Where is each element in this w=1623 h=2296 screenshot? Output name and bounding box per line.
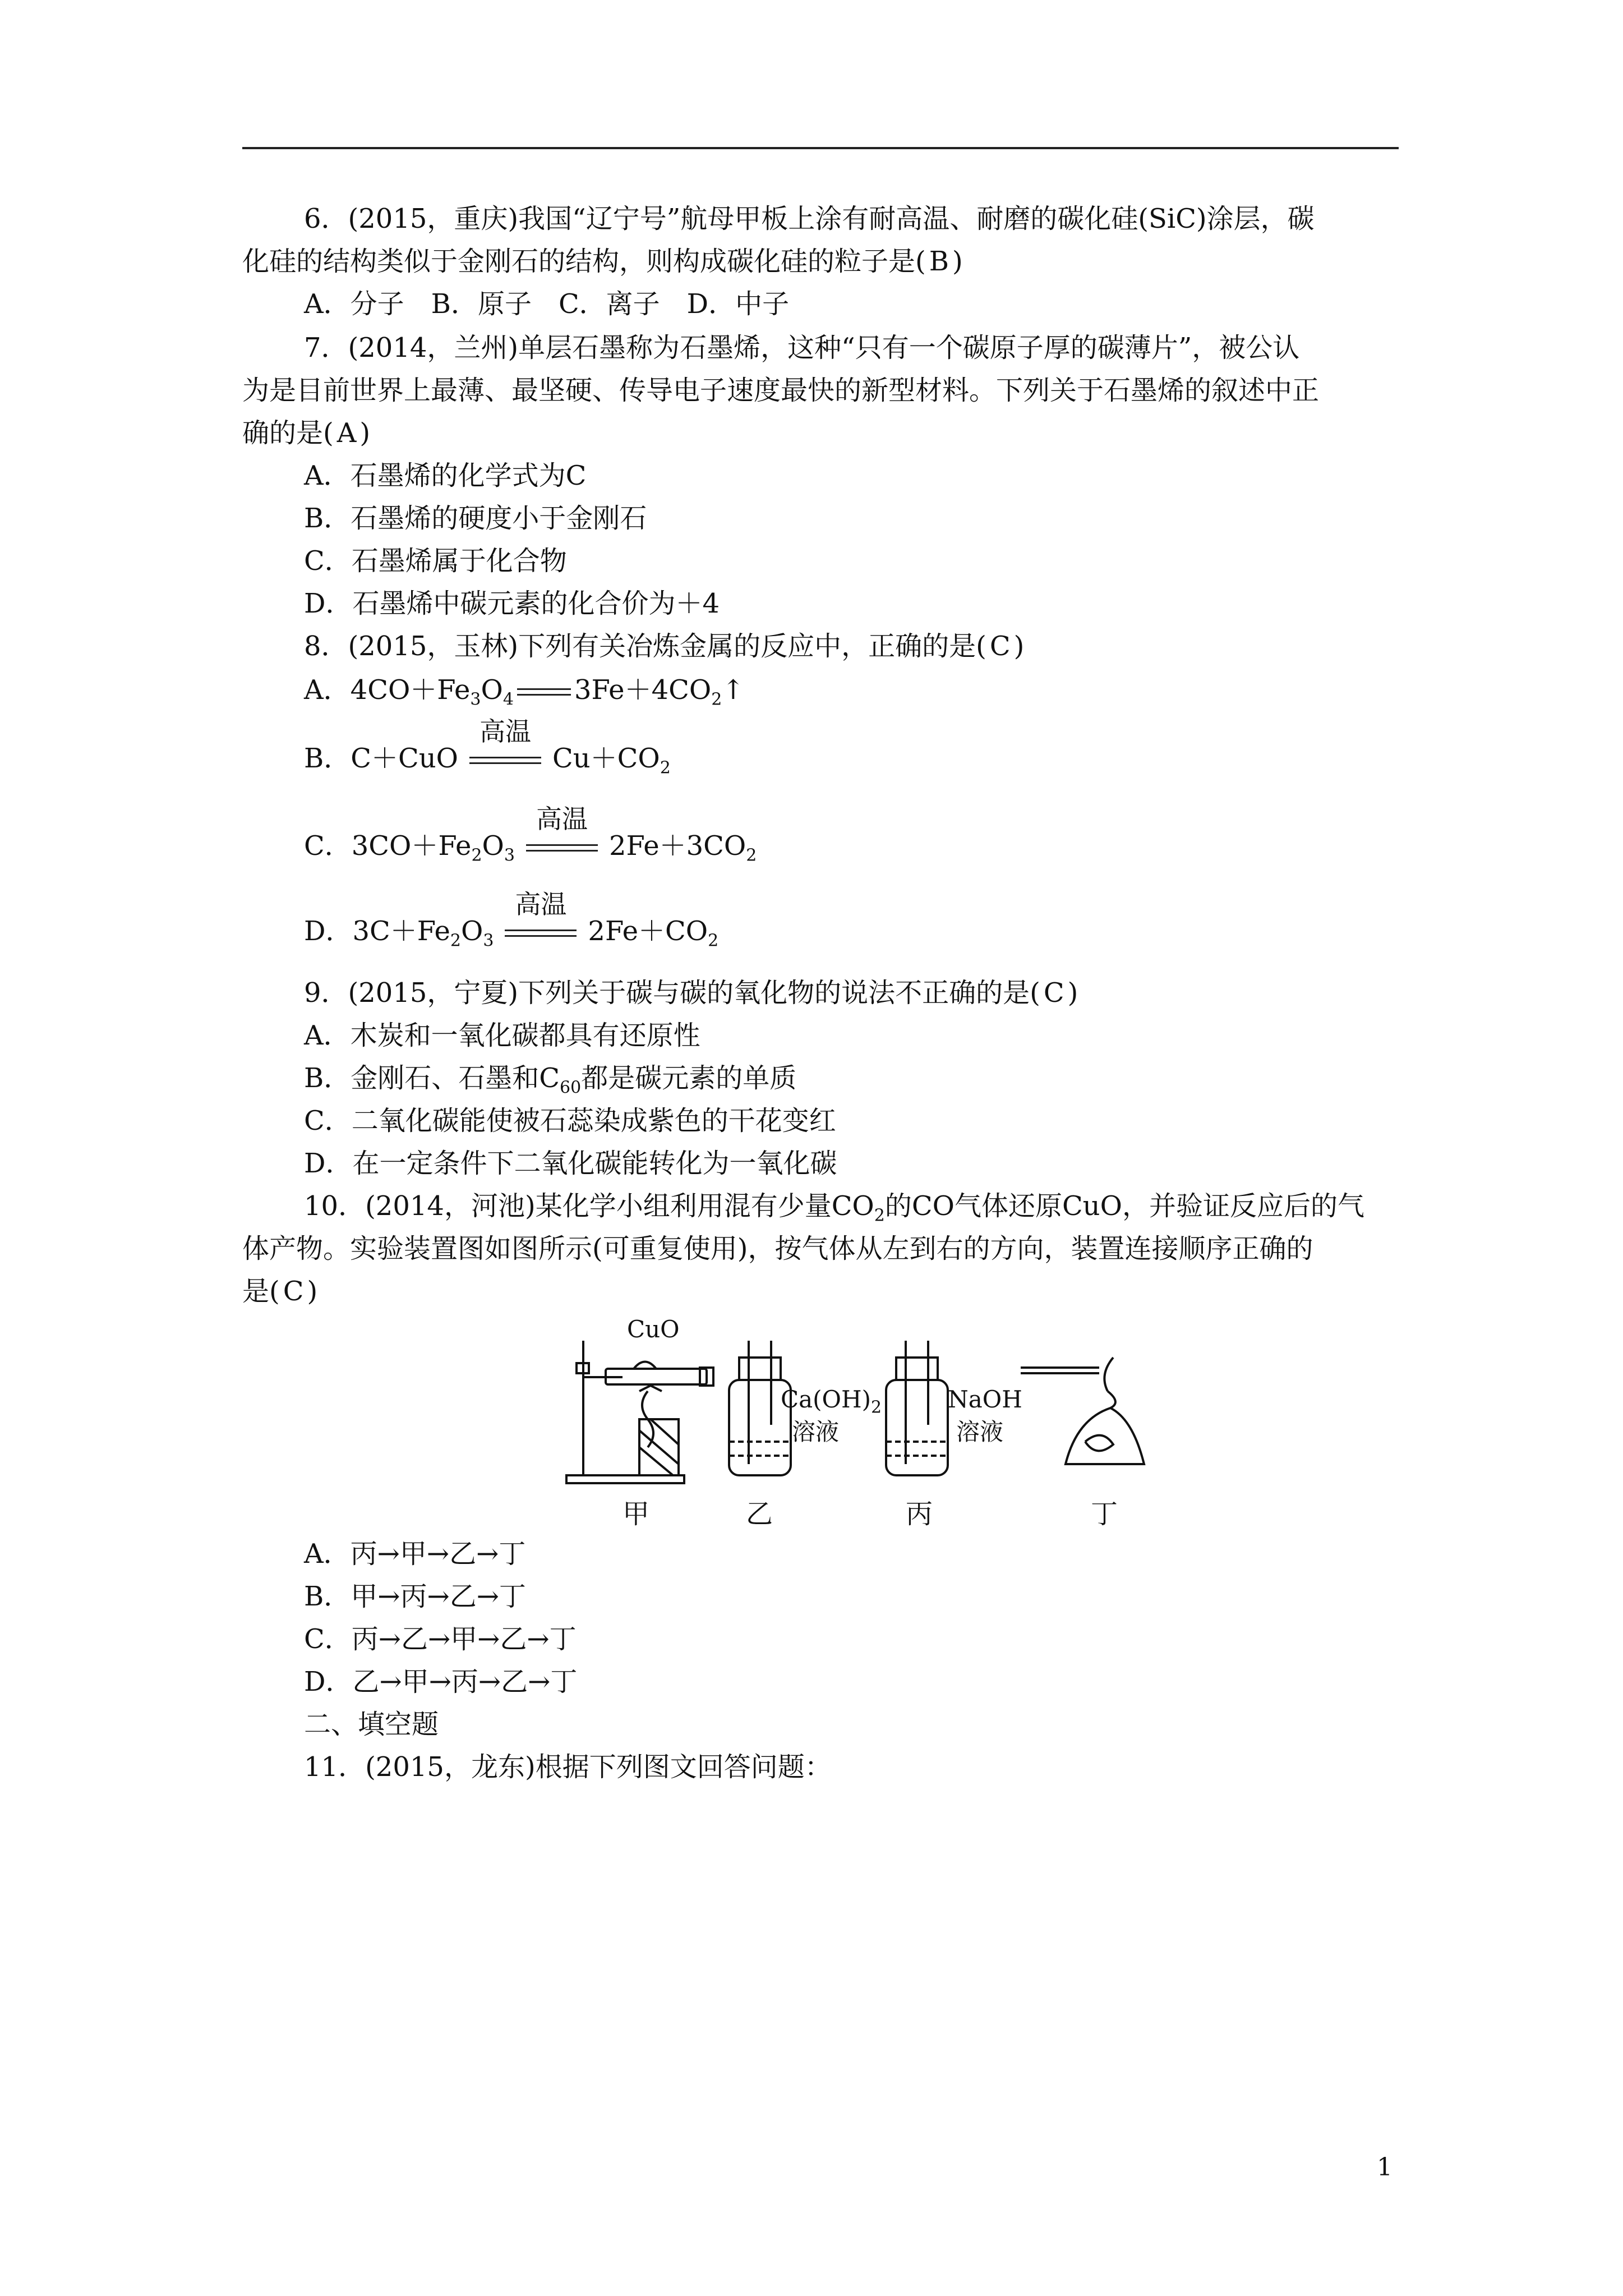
q7-option-b: B．石墨烯的硬度小于金刚石	[304, 503, 647, 534]
reaction-condition: 高温	[505, 922, 577, 945]
q7-line2: 为是目前世界上最薄、最坚硬、传导电子速度最快的新型材料。下列关于石墨烯的叙述中正	[242, 375, 1320, 406]
equals-sign	[517, 681, 571, 703]
q7-option-c: C．石墨烯属于化合物	[304, 545, 567, 577]
q7-answer: A	[336, 417, 357, 449]
q9-option-a: A．木炭和一氧化碳都具有还原性	[304, 1020, 700, 1051]
caoh2-label: $Ca(OH)_2$	[781, 1386, 882, 1418]
q7-line3: 确的是( A )	[242, 417, 371, 449]
label-bing: 丙	[906, 1498, 933, 1530]
q9-option-c: C．二氧化碳能使被石蕊染成紫色的干花变红	[304, 1105, 836, 1137]
apparatus-figure	[561, 1315, 1155, 1530]
q8-answer: C	[989, 631, 1011, 662]
naoh-solution-label: 溶液	[956, 1418, 1004, 1446]
q10-line2: 体产物。实验装置图如图所示(可重复使用)，按气体从左到右的方向，装置连接顺序正确的	[242, 1233, 1313, 1264]
section-heading: 二、填空题	[304, 1709, 439, 1740]
reaction-condition: 高温	[526, 837, 598, 859]
q9-answer: C	[1043, 977, 1064, 1009]
q9-option-d: D．在一定条件下二氧化碳能转化为一氧化碳	[304, 1148, 837, 1179]
q8-option-d: D．$3C+Fe_2O_3$ 高温 $2Fe+CO_2$	[304, 889, 719, 951]
q6-line1: 6．(2015，重庆)我国“辽宁号”航母甲板上涂有耐高温、耐磨的碳化硅(SiC)涂层，碳	[304, 203, 1315, 234]
q7-option-d: D．石墨烯中碳元素的化合价为＋4	[304, 588, 720, 619]
q10-option-a: A．丙→甲→乙→丁	[304, 1538, 526, 1570]
q9-stem: 9．(2015，宁夏)下列关于碳与碳的氧化物的说法不正确的是( C )	[304, 977, 1078, 1009]
naoh-label: NaOH	[948, 1386, 1022, 1413]
q7-option-a: A．石墨烯的化学式为C	[304, 460, 587, 491]
q10-line3: 是( C )	[242, 1276, 318, 1307]
label-yi: 乙	[746, 1498, 773, 1530]
q9-option-b: B．金刚石、石墨和$C_{60}$都是碳元素的单质	[304, 1062, 797, 1098]
reaction-condition: 高温	[469, 749, 541, 772]
bottle-bing	[886, 1380, 948, 1475]
q6-options: A．分子 B．原子 C．离子 D．中子	[304, 288, 790, 320]
caoh2-solution-label: 溶液	[792, 1418, 840, 1446]
q10-option-d: D．乙→甲→丙→乙→丁	[304, 1666, 578, 1697]
header-rule	[242, 147, 1399, 149]
q10-answer: C	[283, 1276, 304, 1307]
label-ding: 丁	[1091, 1498, 1118, 1530]
cuo-label: CuO	[627, 1315, 680, 1343]
q11-stem: 11．(2015，龙东)根据下列图文回答问题：	[304, 1751, 832, 1783]
q6-line2: 化硅的结构类似于金刚石的结构，则构成碳化硅的粒子是( B )	[242, 246, 963, 277]
q8-option-b: B．C＋CuO 高温 $Cu+CO_2$	[304, 716, 671, 778]
gas-arrow-icon: ↑	[722, 674, 745, 706]
q8-stem: 8．(2015，玉林)下列有关冶炼金属的反应中，正确的是( C )	[304, 631, 1025, 662]
stand-base	[566, 1475, 684, 1483]
q8-option-a: A．$4CO+Fe_3O_4$ $3Fe+4CO_2↑$	[304, 674, 745, 710]
q10-line1: 10．(2014，河池)某化学小组利用混有少量$CO_2$的CO气体还原CuO，并验证反应后的气	[304, 1190, 1364, 1226]
q7-line1: 7．(2014，兰州)单层石墨称为石墨烯，这种“只有一个碳原子厚的碳薄片”，被公认	[304, 332, 1300, 364]
label-jia: 甲	[623, 1498, 650, 1530]
q6-answer: B	[929, 246, 949, 277]
q10-option-b: B．甲→丙→乙→丁	[304, 1581, 526, 1612]
page-number: 1	[1377, 2153, 1393, 2182]
q10-option-c: C．丙→乙→甲→乙→丁	[304, 1623, 577, 1655]
q8-option-c: C．$3CO+Fe_2O_3$ 高温 $2Fe+3CO_2$	[304, 803, 757, 866]
